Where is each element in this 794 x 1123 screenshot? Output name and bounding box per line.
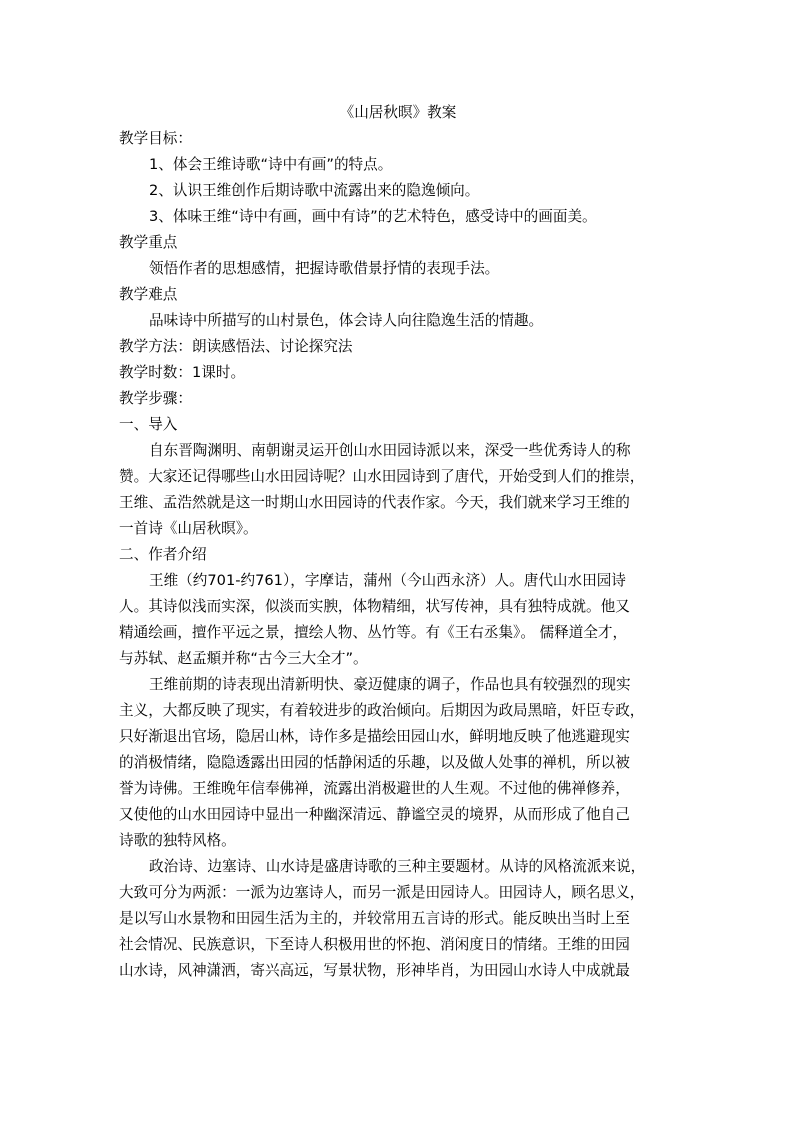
paragraph-line: 只好渐退出官场，隐居山林，诗作多是描绘田园山水，鲜明地反映了他逃避现实 — [119, 728, 630, 745]
key-points-text: 领悟作者的思想感情，把握诗歌借景抒情的表现手法。 — [149, 260, 500, 277]
paragraph-line: 是以写山水景物和田园生活为主的，并较常用五言诗的形式。能反映出当时上至 — [119, 910, 630, 927]
section-intro-paragraph — [119, 438, 677, 542]
paragraph-line: 社会情况、民族意识，下至诗人积极用世的怀抱、消闲度日的情绪。王维的田园 — [119, 936, 630, 953]
document-body — [119, 100, 677, 984]
paragraph-line: 自东晋陶渊明、南朝谢灵运开创山水田园诗派以来，深受一些优秀诗人的称 — [149, 442, 631, 459]
author-paragraph-1 — [119, 568, 677, 672]
goals-heading: 教学目标： — [119, 130, 192, 147]
paragraph-line: 又使他的山水田园诗中显出一种幽深清远、静谧空灵的境界，从而形成了他自己 — [119, 806, 630, 823]
paragraph-line: 大致可分为两派：一派为边塞诗人，而另一派是田园诗人。田园诗人，顾名思义， — [119, 884, 645, 901]
paragraph-line: 山水诗，风神潇洒，寄兴高远，写景状物，形神毕肖，为田园山水诗人中成就最 — [119, 962, 630, 979]
author-paragraph-3 — [119, 854, 677, 984]
document-title: 《山居秋暝》教案 — [339, 104, 457, 121]
paragraph-line: 王维前期的诗表现出清新明快、豪迈健康的调子，作品也具有较强烈的现实 — [149, 676, 631, 693]
paragraph-line: 赞。大家还记得哪些山水田园诗呢？山水田园诗到了唐代，开始受到人们的推崇， — [119, 468, 645, 485]
key-points-heading: 教学重点 — [119, 234, 178, 251]
difficulty-heading: 教学难点 — [119, 286, 178, 303]
goal-item-1: 1、体会王维诗歌“诗中有画”的特点。 — [149, 156, 393, 173]
paragraph-line: 政治诗、边塞诗、山水诗是盛唐诗歌的三种主要题材。从诗的风格流派来说， — [149, 858, 646, 875]
goal-item-3: 3、体味王维“诗中有画，画中有诗”的艺术特色，感受诗中的画面美。 — [149, 208, 597, 225]
paragraph-line: 精通绘画，擅作平远之景，擅绘人物、丛竹等。有《王右丞集》。 儒释道全才， — [119, 624, 628, 641]
steps-heading: 教学步骤： — [119, 390, 192, 407]
paragraph-line: 诗歌的独特风格。 — [119, 832, 236, 849]
goal-item-2: 2、认识王维创作后期诗歌中流露出来的隐逸倾向。 — [149, 182, 480, 199]
paragraph-line: 人。其诗似浅而实深，似淡而实腴，体物精细，状写传神，具有独特成就。他又 — [119, 598, 630, 615]
paragraph-line: 王维、孟浩然就是这一时期山水田园诗的代表作家。今天，我们就来学习王维的 — [119, 494, 630, 511]
paragraph-line: 主义，大都反映了现实，有着较进步的政治倾向。后期因为政局黑暗，奸臣专政， — [119, 702, 645, 719]
difficulty-text: 品味诗中所描写的山村景色，体会诗人向往隐逸生活的情趣。 — [149, 312, 544, 329]
paragraph-line: 与苏轼、赵孟頫并称“古今三大全才”。 — [119, 650, 368, 667]
paragraph-line: 一首诗《山居秋暝》。 — [119, 520, 258, 537]
author-paragraph-2 — [119, 672, 677, 854]
teaching-hours: 教学时数：1课时。 — [119, 364, 246, 381]
paragraph-line: 王维（约701-约761），字摩诘，蒲州（今山西永济）人。唐代山水田园诗 — [149, 572, 626, 589]
paragraph-line: 誉为诗佛。王维晚年信奉佛禅，流露出消极避世的人生观。不过他的佛禅修养， — [119, 780, 630, 797]
paragraph-line: 的消极情绪，隐隐透露出田园的恬静闲适的乐趣，以及做人处事的禅机，所以被 — [119, 754, 630, 771]
section-intro-heading: 一、导入 — [119, 416, 178, 433]
section-author-heading: 二、作者介绍 — [119, 546, 207, 563]
teaching-method: 教学方法：朗读感悟法、讨论探究法 — [119, 338, 353, 355]
